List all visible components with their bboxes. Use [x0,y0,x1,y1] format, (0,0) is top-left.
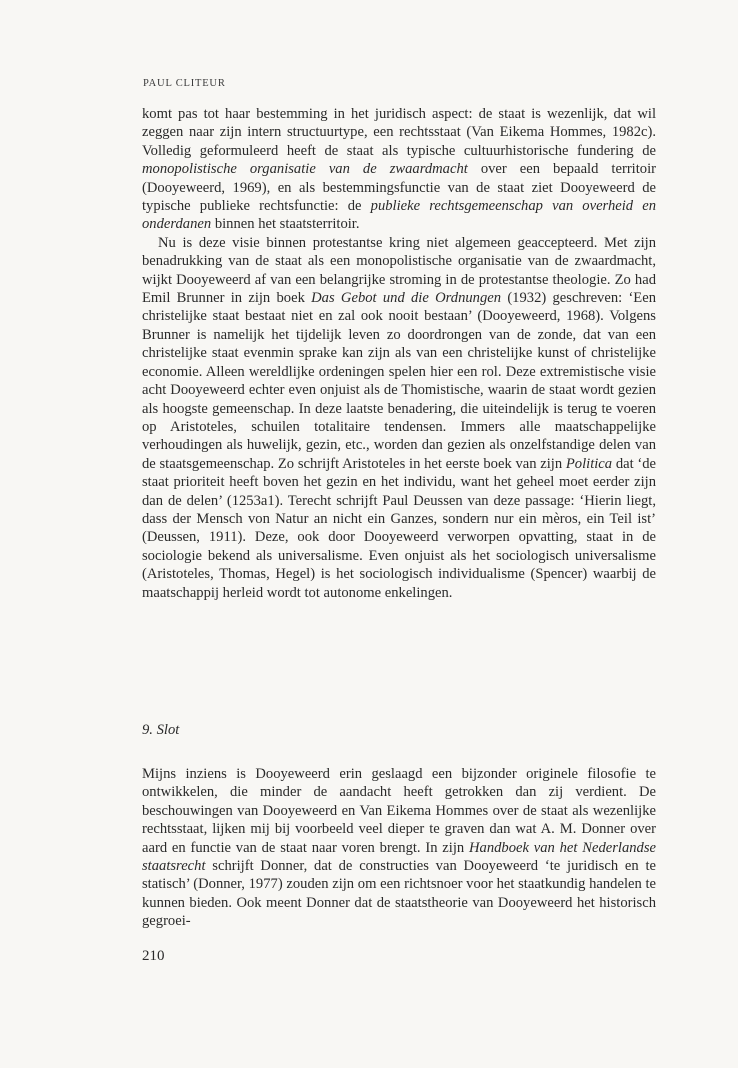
text-segment: (1932) geschreven: ‘Een christelijke staat bestaat niet en zal ook nooit bestaan’ (Dooyeweerd, 1968). Volgens Brunner is namelijk het tijdelijk leven zo doordrongen van de zonde, dat van een christelijke staat evenmin sprake kan zijn als van een christelijke kunst of christelijke economie. Alleen wereldlijke ordeningen spelen hier een rol. Deze extremistische visie acht Dooyeweerd echter even onjuist als de Thomistische, waarin de staat wordt gezien als hoogste gemeenschap. In deze laatste benadering, die uiteindelijk is terug te voeren op Aristoteles, schuilen totalitaire tendensen. Immers alle maatschappelijke verhoudingen als huwelijk, gezin, etc., worden dan gezien als onzelfstandige delen van de staatsgemeenschap. Zo schrijft Aristoteles in het eerste boek van zijn [142,290,656,472]
page-number: 210 [142,948,165,964]
paragraph-2 [142,234,656,602]
text-segment: over een bepaald territoir (Dooyeweerd, 1969), en als bestemmingsfunctie van de staat ziet Dooyeweerd de typische publieke rechtsfunctie: de [142,161,656,215]
text-segment: Nu is deze visie binnen protestantse kring niet algemeen geaccepteerd. Met zijn benadrukking van de staat als een monopolistische organisatie van de zwaardmacht, wijkt Dooyeweerd af van een belangrijke stroming in de protestantse theologie. Zo had Emil Brunner in zijn boek [142,234,656,307]
running-head: PAUL CLITEUR [143,78,226,89]
italic-text-segment: publieke rechtsgemeenschap van overheid en onderdanen [142,198,657,233]
paragraph-1 [142,105,656,234]
text-segment: Mijns inziens is Dooyeweerd erin geslaagd een bijzonder originele filosofie te ontwikkelen, die minder de aandacht heeft getrokken dan zij verdient. De beschouwingen van Dooyeweerd en Van Eikema Hommes over de staat als wezenlijke rechtsstaat, lijken mij bij voorbeeld veel dieper te graven dan wat A. M. Donner over aard en functie van de staat naar voren brengt. In zijn [142,766,656,856]
italic-text-segment: Politica [565,455,613,472]
text-segment: komt pas tot haar bestemming in het juridisch aspect: de staat is wezenlijk, dat wil zeggen naar zijn intern structuurtype, een rechtsstaat (Van Eikema Hommes, 1982c). Volledig geformuleerd heeft de staat als typische cultuurhistorische fundering de [142,106,656,159]
text-segment: dat ‘de staat prioriteit heeft boven het gezin en het individu, want het geheel moet eerder zijn dan de delen’ (1253a1). Terecht schrijft Paul Deussen van deze passage: ‘Hierin liegt, dass der Mensch von Natur an nicht ein Ganzes, sondern nur ein mèros, ein Teil ist’ (Deussen, 1911). Deze, ook door Dooyeweerd verworpen opvatting, staat in de sociologie bekend als universalisme. Even onjuist als het sociologisch universalisme (Aristoteles, Thomas, Hegel) is het sociologisch individualisme (Spencer) waarbij de maatschappij herleid wordt tot autonome enkelingen. [142,455,656,601]
body-text-bottom [142,765,656,931]
italic-text-segment: Das Gebot und die Ordnungen [311,290,502,307]
text-segment: binnen het staatsterritoir. [211,216,360,233]
italic-text-segment: Handboek van het Nederlandse staatsrecht [142,839,656,875]
italic-text-segment: monopolistische organisatie van de zwaardmacht [142,161,468,178]
paragraph-3 [142,765,656,931]
section-heading: 9. Slot [142,722,180,738]
body-text-top [142,105,656,602]
text-segment: schrijft Donner, dat de constructies van Dooyeweerd ‘te juridisch en te statisch’ (Donner, 1977) zouden zijn om een richtsnoer voor het staatkundig handelen te kunnen bieden. Ook meent Donner dat de staatstheorie van Dooyeweerd het historisch gegroei- [142,858,656,930]
